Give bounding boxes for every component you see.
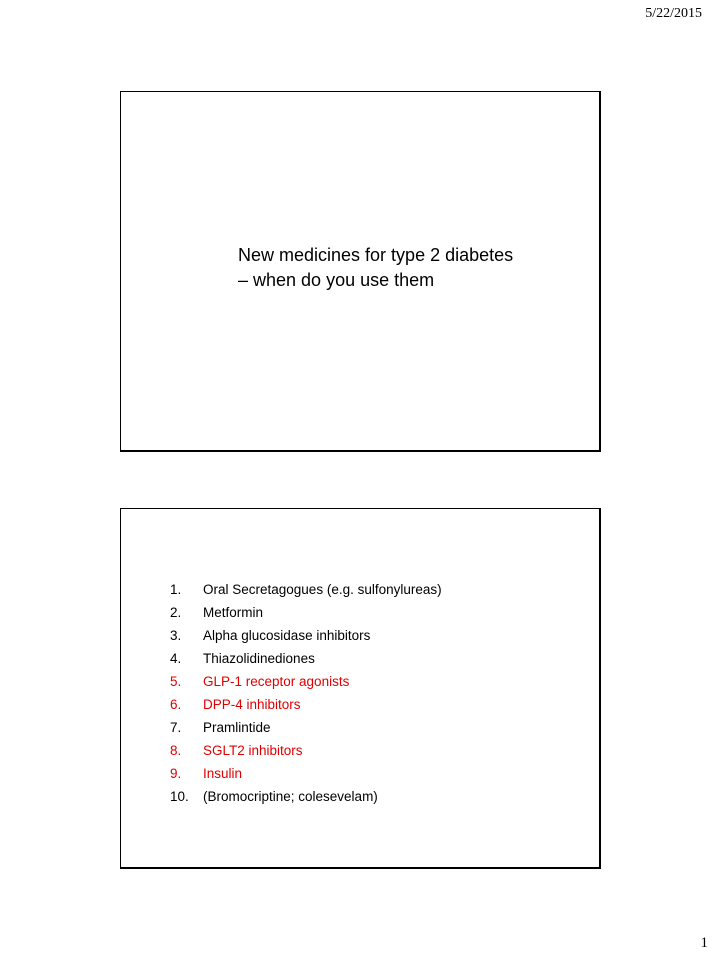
list-item-text: Alpha glucosidase inhibitors — [203, 628, 371, 643]
list-item-number: 3. — [170, 628, 182, 643]
slide-title-line-2: – when do you use them — [238, 270, 435, 290]
page-date: 5/22/2015 — [645, 6, 702, 21]
list-item — [170, 693, 442, 716]
list-item-number: 10. — [170, 789, 189, 804]
list-item-text: Metformin — [203, 605, 264, 620]
list-item — [170, 762, 442, 785]
list-item-number: 8. — [170, 743, 182, 758]
list-item-text: Pramlintide — [203, 720, 271, 735]
list-item-number: 2. — [170, 605, 182, 620]
list-item — [170, 601, 442, 624]
list-item — [170, 670, 442, 693]
slide-1 — [120, 91, 601, 452]
list-item-number: 1. — [170, 582, 182, 597]
list-item-text: Thiazolidinediones — [203, 651, 315, 666]
slide-title-line-1: New medicines for type 2 diabetes — [238, 245, 514, 265]
page-number: 1 — [700, 935, 708, 951]
list-item-text: (Bromocriptine; colesevelam) — [203, 789, 378, 804]
list-item-text: GLP-1 receptor agonists — [203, 674, 350, 689]
list-item-number: 4. — [170, 651, 182, 666]
list-item-number: 6. — [170, 697, 182, 712]
medication-list — [170, 578, 442, 808]
list-item — [170, 739, 442, 762]
list-item — [170, 624, 442, 647]
list-item-number: 5. — [170, 674, 182, 689]
slide-title — [238, 243, 578, 293]
list-item-number: 9. — [170, 766, 182, 781]
list-item-text: DPP-4 inhibitors — [203, 697, 301, 712]
list-item-text: Insulin — [203, 766, 243, 781]
list-item-text: Oral Secretagogues (e.g. sulfonylureas) — [203, 582, 442, 597]
list-item — [170, 578, 442, 601]
list-item — [170, 716, 442, 739]
list-item-number: 7. — [170, 720, 182, 735]
list-item — [170, 647, 442, 670]
list-item — [170, 785, 442, 808]
slide-2 — [120, 508, 601, 869]
list-item-text: SGLT2 inhibitors — [203, 743, 303, 758]
